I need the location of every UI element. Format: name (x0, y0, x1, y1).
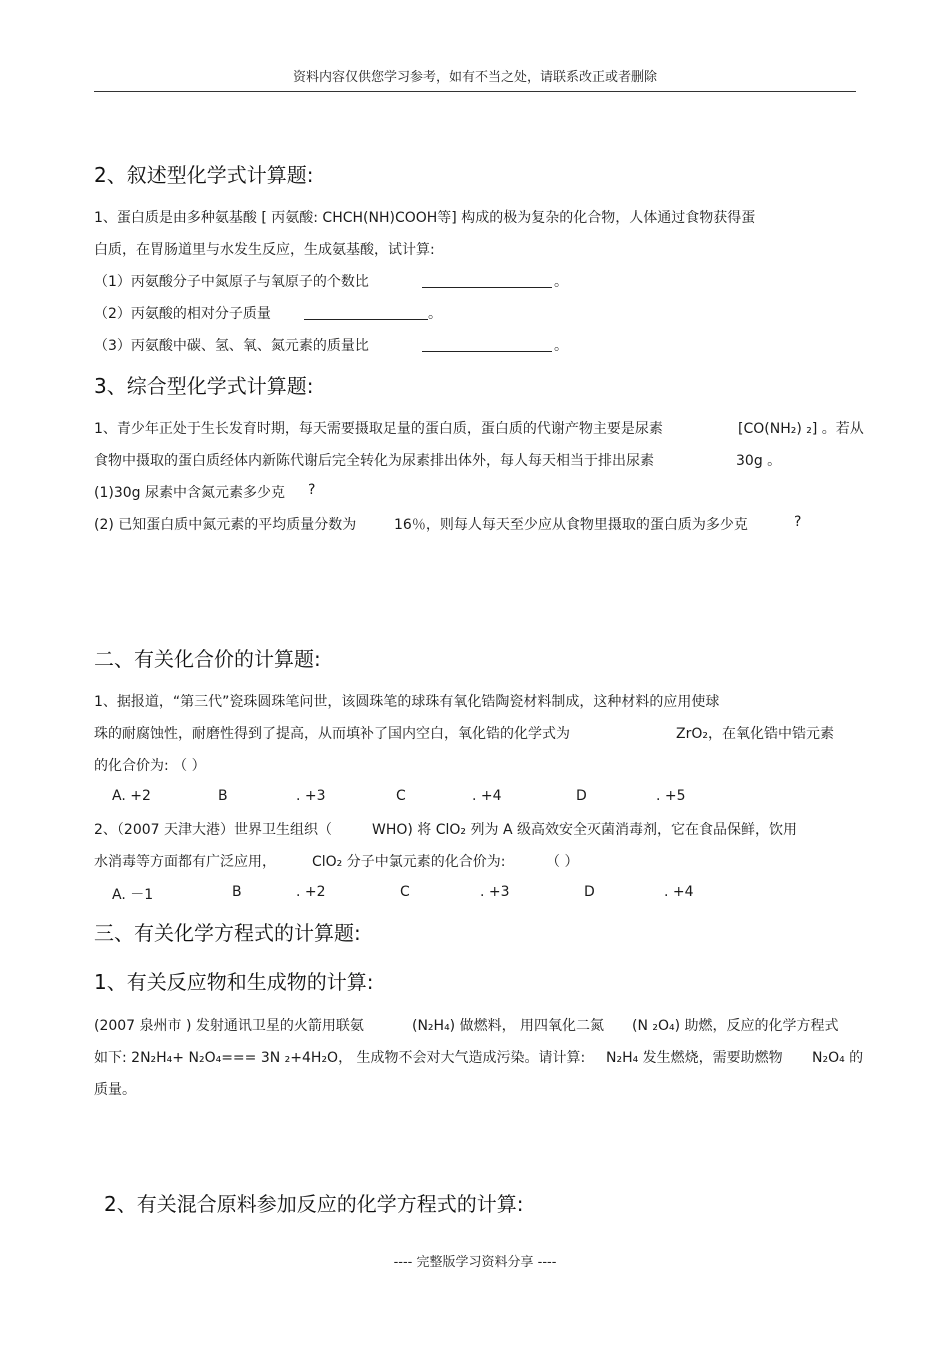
question-text: (N ₂O₄) 助燃，反应的化学方程式 (632, 1018, 839, 1034)
question-text: WHO) 将 ClO₂ 列为 A 级高效安全灭菌消毒剂，它在食品保鲜，饮用 (372, 822, 797, 838)
subquestion-3: （3）丙氨酸中碳、氢、氧、氮元素的质量比 (94, 338, 369, 354)
option-c-value: . +3 (480, 884, 510, 900)
question-text: 的化合价为: （ ） (94, 758, 206, 774)
question-text: N₂H₄ 发生燃烧，需要助燃物 (606, 1050, 783, 1066)
question-text: (2007 泉州市 ) 发射通讯卫星的火箭用联氨 (94, 1018, 364, 1034)
period: 。 (428, 306, 442, 322)
subquestion-1: （1）丙氨酸分子中氮原子与氧原子的个数比 (94, 274, 369, 290)
page-footer: ---- 完整版学习资料分享 ---- (393, 1255, 557, 1270)
question-text: 食物中摄取的蛋白质经体内新陈代谢后完全转化为尿素排出体外，每人每天相当于排出尿素 (94, 453, 654, 469)
answer-blank[interactable] (304, 305, 428, 320)
answer-blank[interactable] (422, 337, 552, 352)
question-text: 2、（2007 天津大港）世界卫生组织（ (94, 822, 332, 838)
page-header: 资料内容仅供您学习参考，如有不当之处，请联系改正或者删除 (292, 70, 657, 85)
option-b[interactable]: B (232, 884, 242, 900)
option-c-value: . +4 (472, 788, 502, 804)
question-text: [CO(NH₂) ₂] 。若从 (738, 421, 864, 437)
subquestion-2: 16％，则每人每天至少应从食物里摄取的蛋白质为多少克 (394, 517, 748, 533)
question-text: 1、据报道，“第三代”瓷珠圆珠笔问世，该圆珠笔的球珠有氧化锆陶瓷材料制成，这种材料的应用使球 (94, 694, 720, 710)
period: 。 (554, 274, 568, 290)
question-text: ZrO₂，在氧化锆中锆元素 (676, 726, 834, 742)
option-d-value: . +4 (664, 884, 694, 900)
question-text: 白质，在胃肠道里与水发生反应，生成氨基酸，试计算: (94, 242, 435, 258)
period: 。 (554, 338, 568, 354)
question-text: 1、青少年正处于生长发育时期，每天需要摄取足量的蛋白质，蛋白质的代谢产物主要是尿素 (94, 421, 663, 437)
section-title-narrative: 2、叙述型化学式计算题: (94, 163, 314, 187)
subquestion-1: (1)30g 尿素中含氮元素多少克 (94, 485, 285, 501)
subquestion-2: (2) 已知蛋白质中氮元素的平均质量分数为 (94, 517, 357, 533)
option-d[interactable]: D (576, 788, 587, 804)
section-title-valence: 二、有关化合价的计算题: (94, 647, 321, 671)
subsection-title-reactants: 1、有关反应物和生成物的计算: (94, 970, 374, 994)
subquestion-2: （2）丙氨酸的相对分子质量 (94, 306, 271, 322)
question-text: ClO₂ 分子中氯元素的化合价为: (312, 854, 506, 870)
option-b-value: . +3 (296, 788, 326, 804)
option-d-value: . +5 (656, 788, 686, 804)
option-a[interactable]: A. －1 (112, 887, 154, 903)
question-text: (N₂H₄) 做燃料， 用四氧化二氮 (412, 1018, 605, 1034)
answer-blank[interactable] (422, 273, 552, 288)
question-text: 1、蛋白质是由多种氨基酸 [ 丙氨酸: CHCH(NH)COOH等] 构成的极为复杂的化合物，人体通过食物获得蛋 (94, 210, 756, 226)
section-title-equations: 三、有关化学方程式的计算题: (94, 921, 361, 945)
question-text: 如下: 2N₂H₄+ N₂O₄=== 3N ₂+4H₂O， 生成物不会对大气造成污染。请计算: (94, 1050, 586, 1066)
option-a[interactable]: A. +2 (112, 788, 151, 804)
answer-bracket[interactable]: （ ） (546, 854, 579, 870)
question-text: 质量。 (94, 1082, 136, 1098)
question-text: 水消毒等方面都有广泛应用， (94, 854, 276, 870)
option-b[interactable]: B (218, 788, 228, 804)
question-text: N₂O₄ 的 (812, 1050, 864, 1066)
question-text: 珠的耐腐蚀性，耐磨性得到了提高，从而填补了国内空白，氧化锆的化学式为 (94, 726, 570, 742)
header-rule (94, 91, 856, 92)
subsection-title-mixture: 2、有关混合原料参加反应的化学方程式的计算: (104, 1192, 524, 1216)
question-mark: ? (308, 482, 316, 498)
question-text: 30g 。 (736, 453, 782, 469)
question-mark: ? (794, 514, 802, 530)
option-c[interactable]: C (396, 788, 406, 804)
option-c[interactable]: C (400, 884, 410, 900)
section-title-comprehensive: 3、综合型化学式计算题: (94, 374, 314, 398)
option-d[interactable]: D (584, 884, 595, 900)
option-b-value: . +2 (296, 884, 326, 900)
